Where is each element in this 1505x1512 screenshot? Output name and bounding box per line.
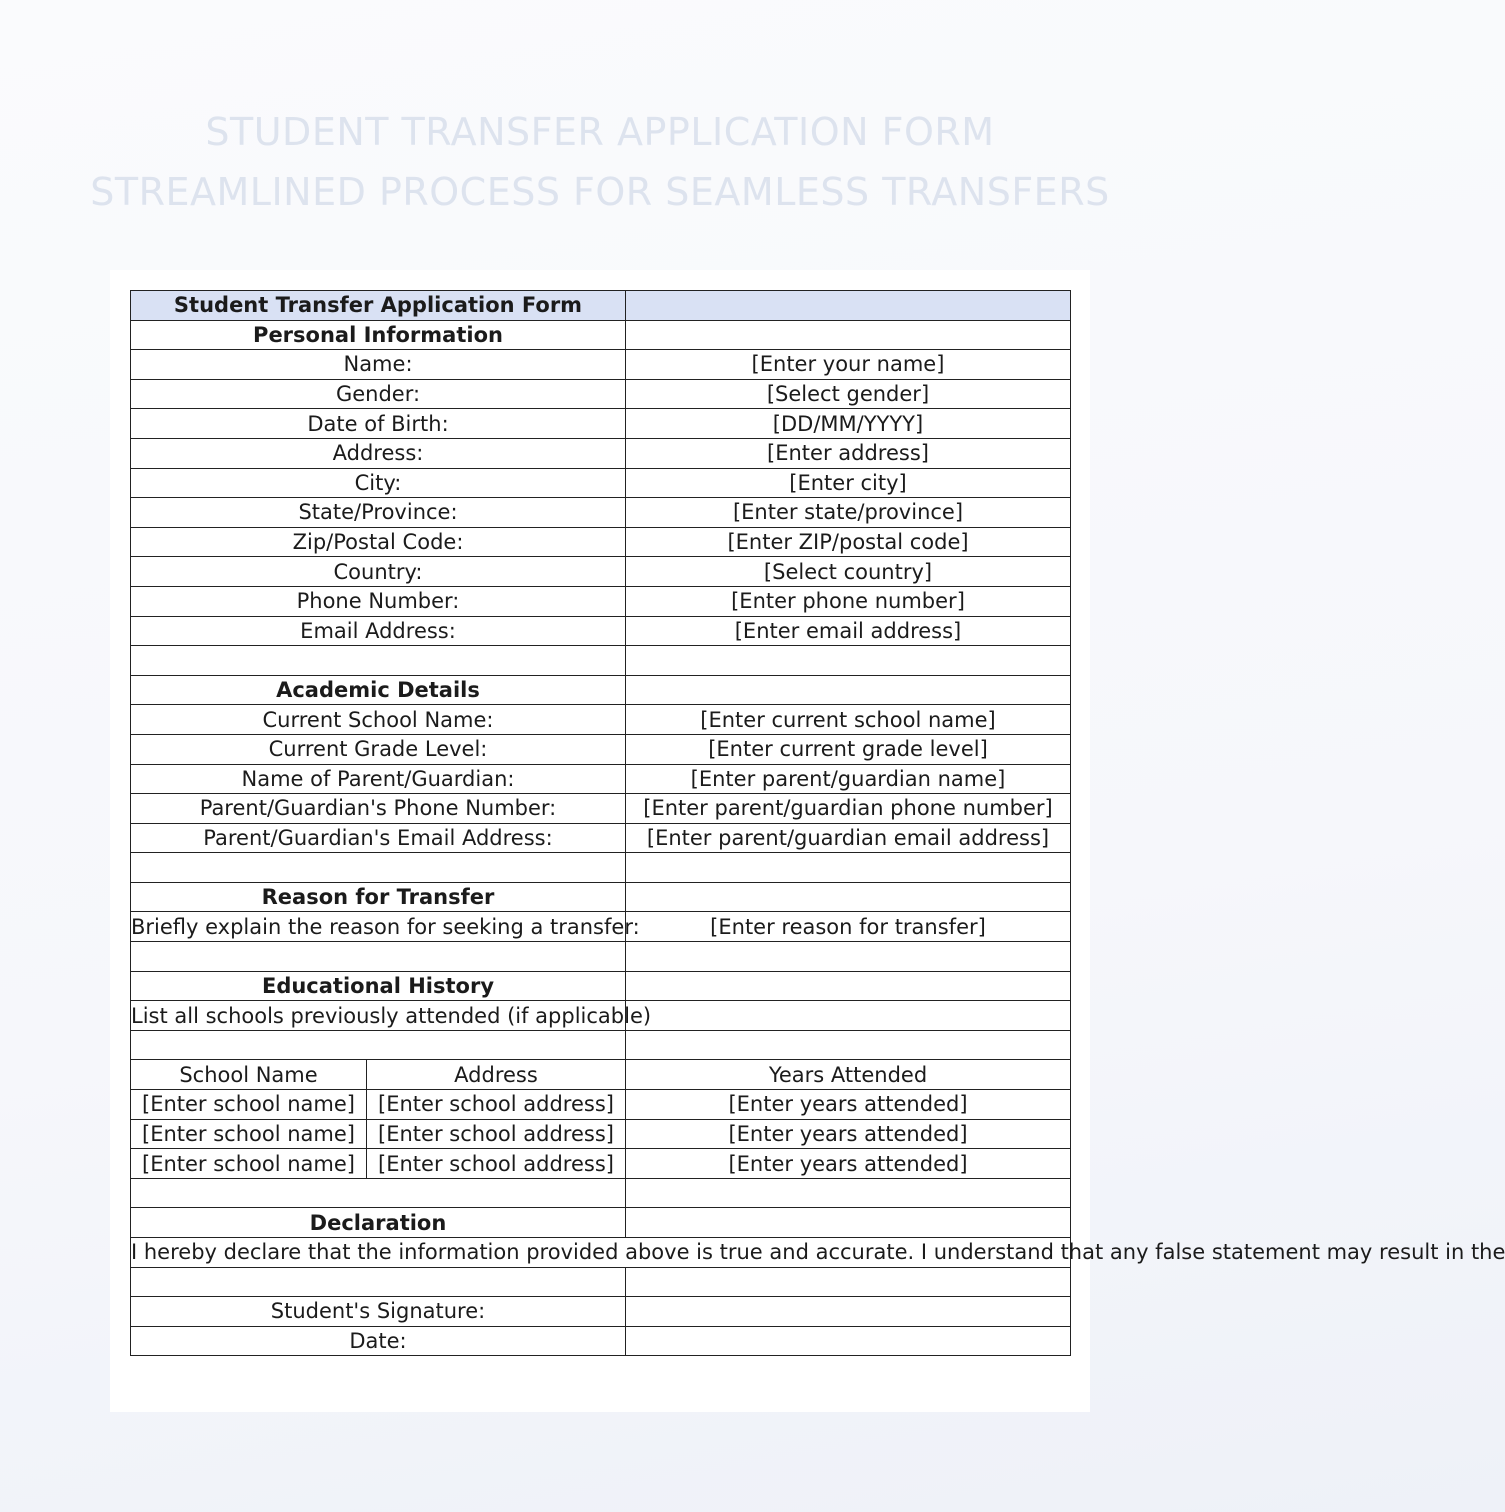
declaration-text: I hereby declare that the information provided above is true and accurate. I understand that any false statement may result in the	[131, 1240, 1505, 1265]
form-title-row	[131, 291, 1071, 321]
current-school-field[interactable]: [Enter current school name]	[626, 705, 1071, 735]
form-row	[131, 586, 1071, 616]
field-label: Student's Signature:	[131, 1297, 626, 1327]
blank-row	[131, 853, 1071, 883]
empty-cell	[626, 882, 1071, 912]
empty-cell	[131, 1178, 626, 1208]
form-row	[131, 468, 1071, 498]
empty-cell	[131, 1030, 626, 1060]
blank-row	[131, 1030, 1071, 1060]
blank-row	[131, 646, 1071, 676]
section-heading-row	[131, 971, 1071, 1001]
field-label: Parent/Guardian's Email Address:	[131, 823, 626, 853]
address-field[interactable]: [Enter address]	[626, 438, 1071, 468]
form-row	[131, 350, 1071, 380]
history-instruction: List all schools previously attended (if applicable)	[131, 1001, 626, 1031]
dob-field[interactable]: [DD/MM/YYYY]	[626, 409, 1071, 439]
form-row	[131, 764, 1071, 794]
personal-info-heading: Personal Information	[131, 320, 626, 350]
transfer-form-table	[130, 290, 1505, 1356]
academic-details-heading: Academic Details	[131, 675, 626, 705]
history-header-row	[131, 1060, 1071, 1090]
zip-field[interactable]: [Enter ZIP/postal code]	[626, 527, 1071, 557]
years-attended-field[interactable]: [Enter years attended]	[626, 1090, 1071, 1120]
field-label: Name of Parent/Guardian:	[131, 764, 626, 794]
field-label: Email Address:	[131, 616, 626, 646]
form-row	[131, 794, 1071, 824]
form-row	[131, 1326, 1071, 1356]
field-label: Phone Number:	[131, 586, 626, 616]
educational-history-heading: Educational History	[131, 971, 626, 1001]
field-label: State/Province:	[131, 498, 626, 528]
section-heading-row	[131, 882, 1071, 912]
empty-cell	[626, 971, 1071, 1001]
form-sheet	[110, 270, 1505, 1412]
signature-field[interactable]	[626, 1297, 1071, 1327]
banner-title: STUDENT TRANSFER APPLICATION FORM	[205, 110, 995, 154]
form-row	[131, 705, 1071, 735]
city-field[interactable]: [Enter city]	[626, 468, 1071, 498]
country-field[interactable]: [Select country]	[626, 557, 1071, 587]
column-header: School Name	[131, 1060, 367, 1090]
state-field[interactable]: [Enter state/province]	[626, 498, 1071, 528]
form-row	[131, 557, 1071, 587]
blank-row	[131, 1178, 1071, 1208]
empty-cell	[626, 1001, 1071, 1031]
guardian-phone-field[interactable]: [Enter parent/guardian phone number]	[626, 794, 1071, 824]
field-label: Parent/Guardian's Phone Number:	[131, 794, 626, 824]
phone-field[interactable]: [Enter phone number]	[626, 586, 1071, 616]
empty-cell	[131, 1267, 626, 1297]
empty-cell	[626, 1208, 1071, 1238]
form-row	[131, 734, 1071, 764]
form-row	[131, 498, 1071, 528]
reason-heading: Reason for Transfer	[131, 882, 626, 912]
field-label: Gender:	[131, 379, 626, 409]
empty-cell	[626, 675, 1071, 705]
years-attended-field[interactable]: [Enter years attended]	[626, 1149, 1071, 1179]
form-row	[131, 379, 1071, 409]
table-row	[131, 1119, 1071, 1149]
column-header: Address	[367, 1060, 626, 1090]
empty-cell	[626, 853, 1071, 883]
field-label: Zip/Postal Code:	[131, 527, 626, 557]
field-label: City:	[131, 468, 626, 498]
empty-cell	[131, 646, 626, 676]
empty-cell	[626, 320, 1071, 350]
gender-field[interactable]: [Select gender]	[626, 379, 1071, 409]
blank-row	[131, 942, 1071, 972]
empty-cell	[131, 853, 626, 883]
empty-cell	[626, 291, 1071, 321]
school-address-field[interactable]: [Enter school address]	[367, 1149, 626, 1179]
field-label: Current School Name:	[131, 705, 626, 735]
form-row	[131, 912, 1071, 942]
empty-cell	[626, 1030, 1071, 1060]
empty-cell	[626, 942, 1071, 972]
guardian-name-field[interactable]: [Enter parent/guardian name]	[626, 764, 1071, 794]
instruction-row	[131, 1001, 1071, 1031]
field-label: Address:	[131, 438, 626, 468]
table-row	[131, 1149, 1071, 1179]
email-field[interactable]: [Enter email address]	[626, 616, 1071, 646]
field-label: Name:	[131, 350, 626, 380]
grade-level-field[interactable]: [Enter current grade level]	[626, 734, 1071, 764]
field-label: Date of Birth:	[131, 409, 626, 439]
banner-subtitle: STREAMLINED PROCESS FOR SEAMLESS TRANSFERS	[90, 170, 1110, 214]
school-name-field[interactable]: [Enter school name]	[131, 1119, 367, 1149]
form-row	[131, 616, 1071, 646]
school-address-field[interactable]: [Enter school address]	[367, 1119, 626, 1149]
form-row	[131, 1297, 1071, 1327]
table-row	[131, 1090, 1071, 1120]
form-row	[131, 823, 1071, 853]
declaration-text-cell	[131, 1238, 1505, 1268]
field-label: Briefly explain the reason for seeking a transfer:	[131, 912, 626, 942]
reason-field[interactable]: [Enter reason for transfer]	[626, 912, 1071, 942]
section-heading-row	[131, 1208, 1071, 1238]
field-label: Country:	[131, 557, 626, 587]
school-address-field[interactable]: [Enter school address]	[367, 1090, 626, 1120]
name-field[interactable]: [Enter your name]	[626, 350, 1071, 380]
empty-cell	[626, 646, 1071, 676]
section-heading-row	[131, 320, 1071, 350]
form-row	[131, 438, 1071, 468]
column-header: Years Attended	[626, 1060, 1071, 1090]
empty-cell	[131, 942, 626, 972]
school-name-field[interactable]: [Enter school name]	[131, 1149, 367, 1179]
guardian-email-field[interactable]: [Enter parent/guardian email address]	[626, 823, 1071, 853]
field-label: Date:	[131, 1326, 626, 1356]
empty-cell	[626, 1267, 1071, 1297]
form-row	[131, 527, 1071, 557]
section-heading-row	[131, 675, 1071, 705]
form-row	[131, 409, 1071, 439]
empty-cell	[626, 1178, 1071, 1208]
years-attended-field[interactable]: [Enter years attended]	[626, 1119, 1071, 1149]
blank-row	[131, 1267, 1071, 1297]
field-label: Current Grade Level:	[131, 734, 626, 764]
declaration-heading: Declaration	[131, 1208, 626, 1238]
form-title: Student Transfer Application Form	[131, 291, 626, 321]
declaration-row	[131, 1238, 1071, 1268]
date-field[interactable]	[626, 1326, 1071, 1356]
school-name-field[interactable]: [Enter school name]	[131, 1090, 367, 1120]
